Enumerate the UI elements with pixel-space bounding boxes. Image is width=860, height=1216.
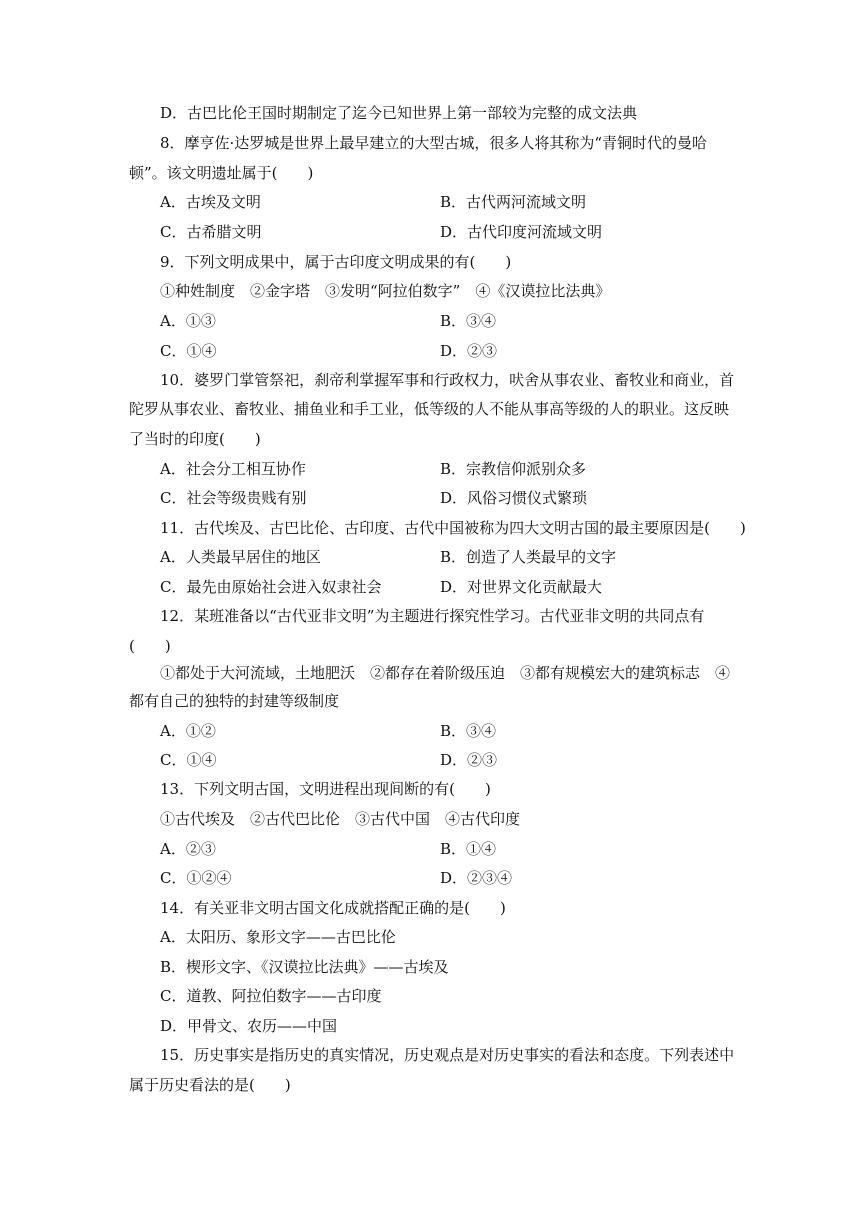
q15-stem-line-1: 15．历史事实是指历史的真实情况，历史观点是对历史事实的看法和态度。下列表述中 — [160, 1046, 735, 1064]
q9-statements: ①种姓制度 ②金字塔 ③发明“阿拉伯数字” ④《汉谟拉比法典》 — [160, 282, 611, 300]
q12-option-b: B．③④ — [440, 722, 497, 740]
q10-stem-line-3: 了当时的印度( ) — [129, 430, 261, 448]
q9-option-a: A．①③ — [160, 312, 216, 330]
q13-stem: 13．下列文明古国，文明进程出现间断的有( ) — [160, 780, 491, 798]
q12-option-d: D．②③ — [440, 751, 498, 769]
q8-option-b: B．古代两河流域文明 — [440, 193, 587, 211]
q11-stem: 11．古代埃及、古巴比伦、古印度、古代中国被称为四大文明古国的最主要原因是( ) — [160, 519, 746, 537]
q10-option-a: A．社会分工相互协作 — [160, 460, 306, 478]
q12-statements-line-2: 都有自己的独特的封建等级制度 — [129, 692, 340, 710]
q10-stem-line-2: 陀罗从事农业、畜牧业、捕鱼业和手工业，低等级的人不能从事高等级的人的职业。这反映 — [129, 400, 730, 418]
q15-stem-line-2: 属于历史看法的是( ) — [129, 1076, 291, 1094]
q11-option-a: A．人类最早居住的地区 — [160, 548, 321, 566]
q11-option-b: B．创造了人类最早的文字 — [440, 548, 617, 566]
q10-option-b: B．宗教信仰派别众多 — [440, 460, 587, 478]
q7-option-d: D．古巴比伦王国时期制定了迄今已知世界上第一部较为完整的成文法典 — [160, 104, 638, 122]
q8-stem-line-1: 8．摩亨佐·达罗城是世界上最早建立的大型古城，很多人将其称为“青铜时代的曼哈 — [160, 134, 707, 152]
q10-option-d: D．风俗习惯仪式繁琐 — [440, 489, 588, 507]
q8-stem-line-2: 顿”。该文明遗址属于( ) — [129, 164, 314, 182]
q8-option-c: C．古希腊文明 — [160, 223, 262, 241]
q13-option-a: A．②③ — [160, 840, 216, 858]
q8-option-a: A．古埃及文明 — [160, 193, 261, 211]
q12-option-c: C．①④ — [160, 751, 217, 769]
q13-option-b: B．①④ — [440, 840, 497, 858]
q10-option-c: C．社会等级贵贱有别 — [160, 489, 307, 507]
q9-option-d: D．②③ — [440, 342, 498, 360]
q14-option-a: A．太阳历、象形文字——古巴比伦 — [160, 928, 396, 946]
q9-option-c: C．①④ — [160, 342, 217, 360]
q12-statements-line-1: ①都处于大河流域，土地肥沃 ②都存在着阶级压迫 ③都有规模宏大的建筑标志 ④ — [160, 664, 731, 682]
q8-option-d: D．古代印度河流域文明 — [440, 223, 603, 241]
q12-stem-line-1: 12．某班准备以“古代亚非文明”为主题进行探究性学习。古代亚非文明的共同点有 — [160, 607, 705, 625]
q14-option-c: C．道教、阿拉伯数字——古印度 — [160, 987, 382, 1005]
q13-option-d: D．②③④ — [440, 869, 513, 887]
q9-option-b: B．③④ — [440, 312, 497, 330]
q13-statements: ①古代埃及 ②古代巴比伦 ③古代中国 ④古代印度 — [160, 810, 521, 828]
q11-option-d: D．对世界文化贡献最大 — [440, 578, 603, 596]
q14-stem: 14．有关亚非文明古国文化成就搭配正确的是( ) — [160, 899, 506, 917]
q14-option-b: B．楔形文字、《汉谟拉比法典》——古埃及 — [160, 958, 449, 976]
q12-stem-line-2: ( ) — [129, 637, 171, 655]
q10-stem-line-1: 10．婆罗门掌管祭祀，刹帝利掌握军事和行政权力，吠舍从事农业、畜牧业和商业，首 — [160, 371, 735, 389]
q13-option-c: C．①②④ — [160, 869, 232, 887]
q9-stem: 9．下列文明成果中，属于古印度文明成果的有( ) — [160, 253, 512, 271]
q11-option-c: C．最先由原始社会进入奴隶社会 — [160, 578, 382, 596]
q12-option-a: A．①② — [160, 722, 216, 740]
q14-option-d: D．甲骨文、农历——中国 — [160, 1017, 338, 1035]
